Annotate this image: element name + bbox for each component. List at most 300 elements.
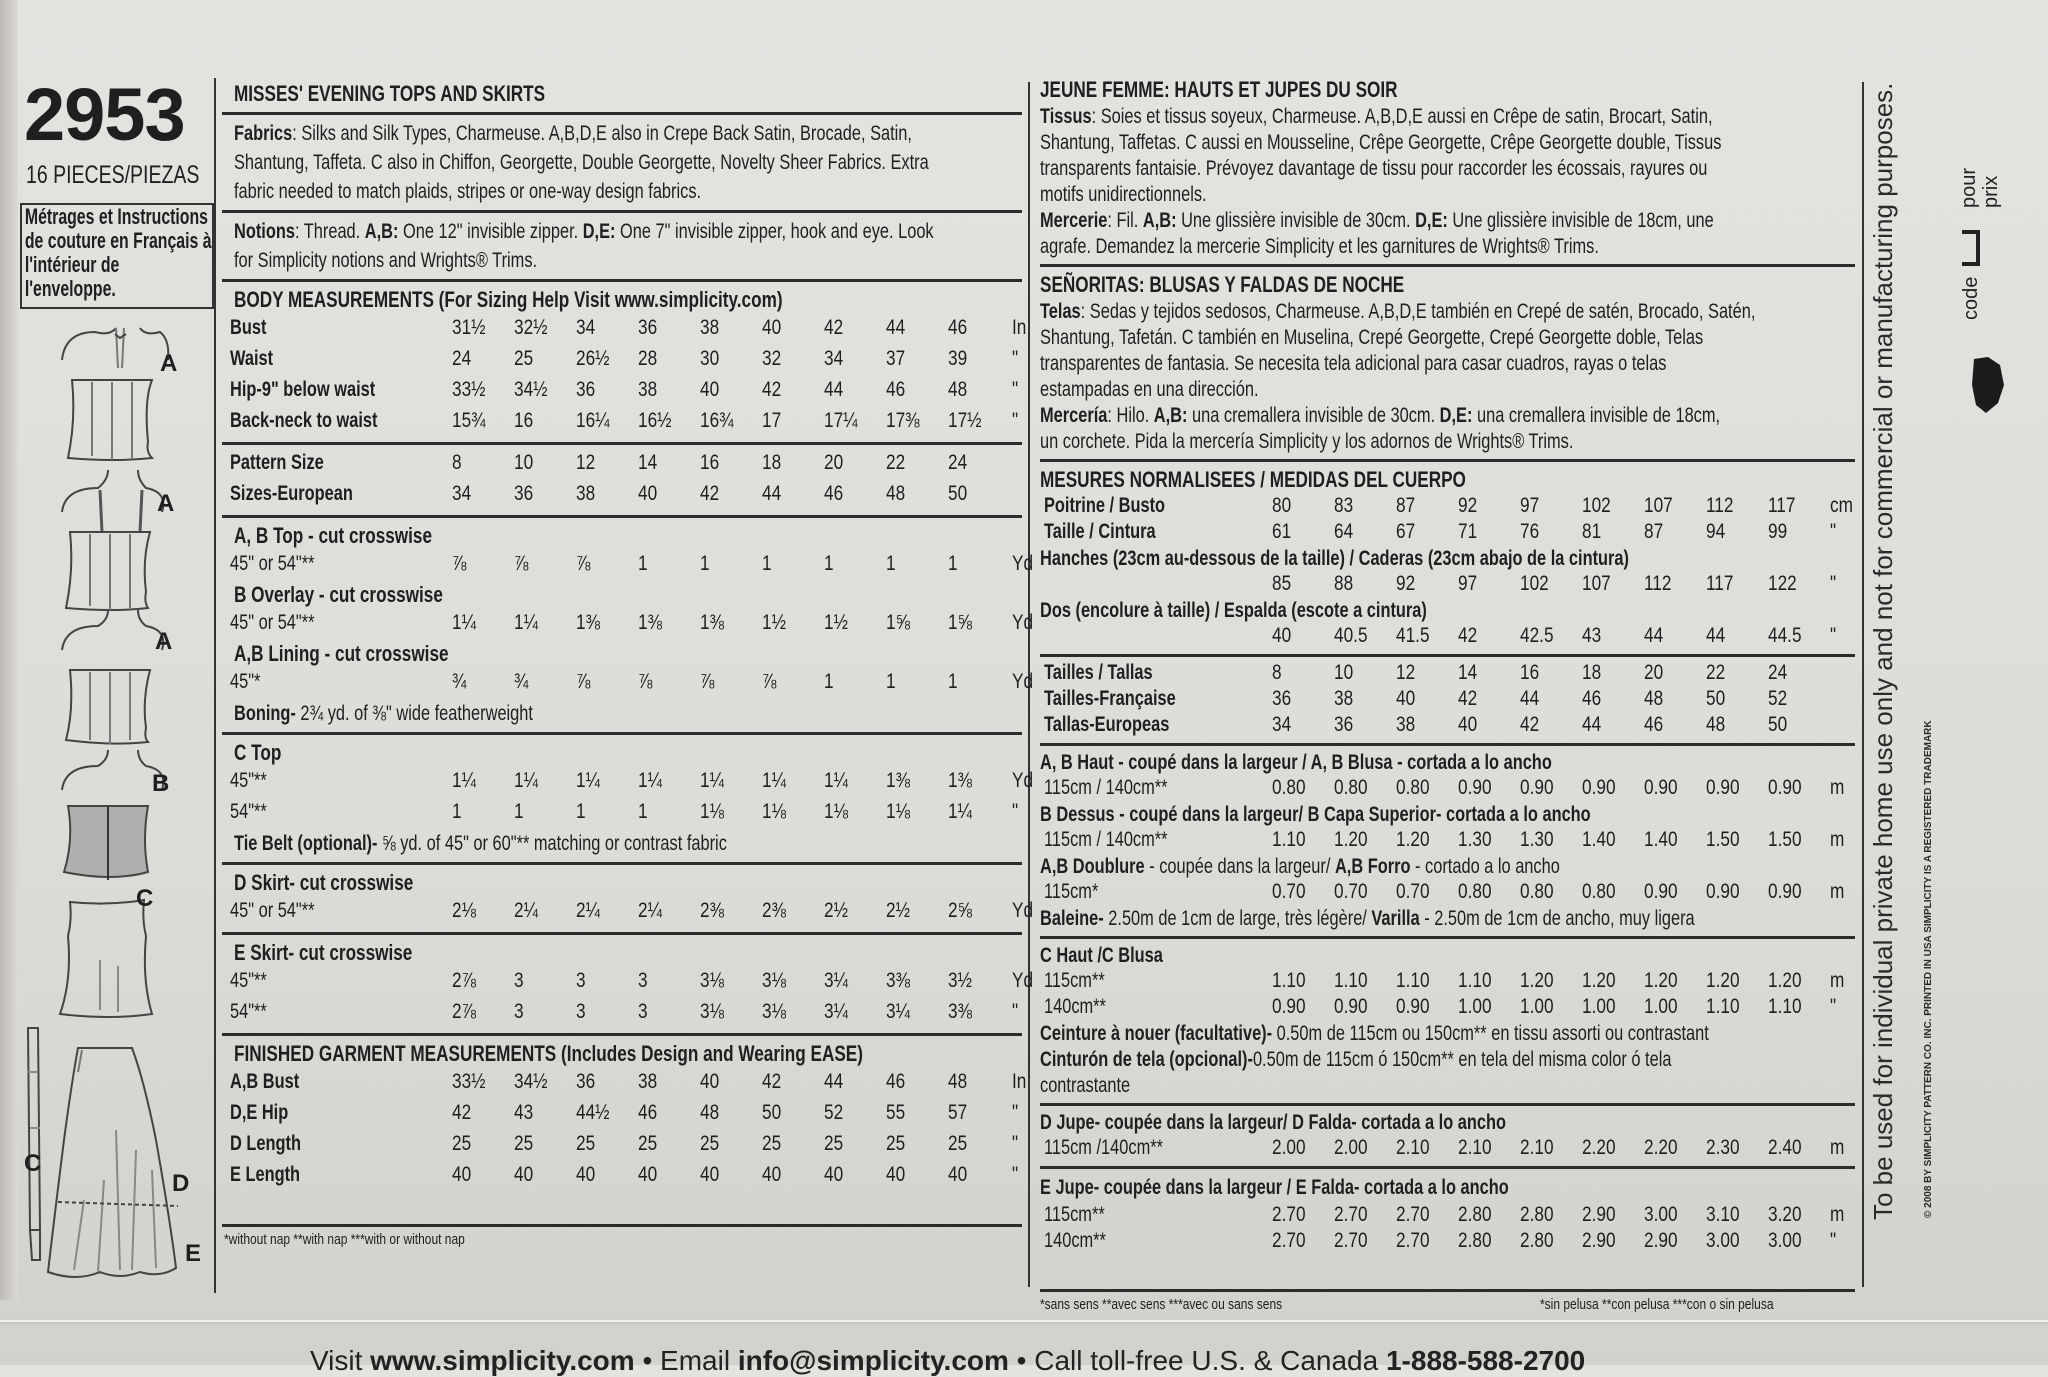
size-value: 2.90: [1582, 1229, 1616, 1252]
size-value: 44: [886, 316, 906, 339]
size-value: 102: [1582, 494, 1611, 517]
size-value: 34½: [514, 378, 548, 401]
size-value: 28: [638, 347, 658, 370]
size-value: 10: [1334, 661, 1354, 684]
divider: [1040, 1103, 1855, 1106]
size-value: 25: [452, 1132, 472, 1155]
size-value: 1: [452, 800, 462, 823]
notice-line: de couture en Français à: [24, 228, 212, 253]
unit-label: In: [1012, 1070, 1027, 1093]
size-value: 0.80: [1396, 776, 1430, 799]
size-value: 1⅛: [824, 800, 848, 823]
ab-doublure-metrage: [1040, 880, 1855, 906]
pattern-number: 2953: [24, 73, 185, 156]
size-value: 40: [1272, 624, 1292, 647]
size-value: 0.90: [1458, 776, 1492, 799]
size-value: 2⅜: [762, 899, 786, 922]
taille-row: [1040, 520, 1855, 546]
notions-text: One 7" invisible zipper, hook and eye. Look: [615, 220, 934, 243]
size-value: 1: [700, 552, 710, 575]
measurement-row: [1040, 969, 1855, 995]
sketch-view-a-halter: [62, 328, 168, 460]
fabrics-block: [222, 119, 1022, 206]
size-value: 48: [886, 482, 906, 505]
size-value: 1.20: [1582, 969, 1616, 992]
size-value: 0.80: [1334, 776, 1368, 799]
body-measurements-table: [222, 314, 1027, 438]
size-value: 1.20: [1334, 828, 1368, 851]
unit-label: Yd: [1012, 769, 1034, 792]
row-label: 45"*: [230, 670, 261, 693]
price-code-label: code: [1960, 276, 1982, 320]
telas-label: Telas: [1040, 300, 1081, 323]
measurement-row: [1040, 1136, 1855, 1162]
row-label: 115cm / 140cm**: [1044, 776, 1168, 799]
row-label: 54"**: [230, 1000, 267, 1023]
unit-label: m: [1830, 969, 1845, 992]
size-value: 34½: [514, 1070, 548, 1093]
nap-footnote-es: *sin pelusa **con pelusa ***con o sin pelusa: [1540, 1296, 1774, 1313]
telas-line: [1040, 299, 1756, 325]
row-label: 140cm**: [1044, 1229, 1106, 1252]
e-jupe-title: E Jupe- coupée dans la largeur / E Falda- cortada a lo ancho: [1040, 1176, 1509, 1199]
ceinture-label: Ceinture à nouer (facultative)-: [1040, 1022, 1273, 1045]
size-value: 1: [824, 670, 834, 693]
size-value: ⅞: [514, 552, 529, 575]
row-label: Poitrine / Busto: [1044, 494, 1166, 517]
size-value: 3.20: [1768, 1203, 1802, 1226]
unit-label: ": [1830, 624, 1837, 647]
unit-label: Yd: [1012, 552, 1034, 575]
size-value: 1½: [824, 611, 848, 634]
size-value: 42: [452, 1101, 472, 1124]
measurement-row: [222, 314, 1027, 345]
measurement-row: [1040, 776, 1855, 802]
size-value: 44: [824, 1070, 844, 1093]
size-value: 20: [1644, 661, 1664, 684]
unit-label: m: [1830, 880, 1845, 903]
size-value: 39: [948, 347, 968, 370]
size-value: 122: [1768, 572, 1797, 595]
size-value: 2.40: [1768, 1136, 1802, 1159]
size-value: 8: [452, 451, 462, 474]
size-value: 44: [824, 378, 844, 401]
size-value: 40.5: [1334, 624, 1368, 647]
measurement-row: [222, 480, 1022, 511]
measurement-row: [1040, 1229, 1855, 1255]
size-value: ⅞: [762, 670, 777, 693]
size-value: 40: [700, 1070, 720, 1093]
email-link[interactable]: info@simplicity.com: [737, 1345, 1009, 1376]
website-link[interactable]: www.simplicity.com: [370, 1345, 635, 1376]
size-value: 12: [1396, 661, 1416, 684]
measurement-row: [222, 1130, 1022, 1161]
d-jupe-title: D Jupe- coupée dans la largeur/ D Falda- cortada a lo ancho: [1040, 1111, 1507, 1134]
divider: [222, 442, 1022, 445]
row-label: 45" or 54"**: [230, 611, 315, 634]
size-value: 67: [1396, 520, 1416, 543]
size-value: 3⅛: [700, 969, 724, 992]
measurement-row: [1040, 687, 1855, 713]
measurement-row: [1040, 520, 1855, 546]
cinturon-note: [1040, 1047, 1676, 1073]
size-value: 0.90: [1272, 995, 1306, 1018]
size-value: 2⅜: [700, 899, 724, 922]
size-value: 17⅜: [886, 409, 920, 432]
size-value: 64: [1334, 520, 1354, 543]
size-value: 0.70: [1396, 880, 1430, 903]
unit-label: Yd: [1012, 969, 1034, 992]
size-value: 117: [1706, 572, 1734, 595]
size-value: 40: [824, 1163, 844, 1186]
divider: [1040, 654, 1855, 657]
row-label: Taille / Cintura: [1044, 520, 1156, 543]
size-value: 43: [1582, 624, 1602, 647]
unit-label: Yd: [1012, 899, 1034, 922]
size-value: 99: [1768, 520, 1788, 543]
size-value: 1¼: [452, 769, 476, 792]
size-value: 94: [1706, 520, 1726, 543]
size-value: 38: [576, 482, 596, 505]
size-value: 36: [638, 316, 658, 339]
size-value: 2⅞: [452, 969, 476, 992]
view-label-a: A: [155, 628, 173, 655]
size-value: 2.70: [1396, 1203, 1430, 1226]
size-value: 1⅝: [886, 611, 910, 634]
measurement-row: [222, 1068, 1027, 1099]
size-value: 42.5: [1520, 624, 1554, 647]
row-label: 115cm**: [1044, 1203, 1105, 1226]
size-value: 40: [700, 1163, 720, 1186]
view-label-d: D: [172, 1170, 190, 1197]
mercerie-label: Mercerie: [1040, 209, 1108, 232]
size-value: 1⅛: [700, 800, 724, 823]
visit-text: Visit: [310, 1345, 371, 1376]
mercerie-line: agrafe. Demandez la mercerie Simplicity et les garnitures de Wrights® Trims.: [1040, 235, 1599, 258]
nap-footnote: *without nap **with nap ***with or without nap: [224, 1231, 465, 1248]
boning-note: [234, 699, 849, 728]
size-value: 40: [514, 1163, 534, 1186]
measurement-row: [222, 897, 1034, 928]
size-value: 2.10: [1396, 1136, 1430, 1159]
tissus-text: : Soies et tissus soyeux, Charmeuse. A,B,D,E aussi en Crêpe de satin, Brocart, Satin,: [1091, 105, 1713, 128]
call-text: • Call toll-free U.S. & Canada: [1008, 1345, 1386, 1376]
size-value: 18: [1582, 661, 1602, 684]
size-value: 46: [824, 482, 844, 505]
size-value: 32: [762, 347, 782, 370]
size-value: 44½: [576, 1101, 610, 1124]
size-value: ⅞: [638, 670, 653, 693]
divider: [1040, 1289, 1855, 1292]
size-value: 25: [514, 1132, 534, 1155]
size-value: 1: [762, 552, 772, 575]
size-value: 1: [638, 552, 648, 575]
baleine-text: 2.50m de 1cm de large, très légère/: [1103, 907, 1372, 930]
size-value: 3¼: [824, 1000, 848, 1023]
size-value: 1¼: [824, 769, 848, 792]
size-value: 25: [700, 1132, 720, 1155]
size-value: 88: [1334, 572, 1354, 595]
size-value: 1: [514, 800, 524, 823]
size-value: 48: [948, 378, 968, 401]
size-value: 0.80: [1582, 880, 1616, 903]
sketch-view-a-plain: [62, 610, 163, 744]
hanches-row: [1040, 572, 1855, 598]
row-label: 140cm**: [1044, 995, 1106, 1018]
measurement-row: [1040, 1203, 1855, 1229]
size-value: 46: [1644, 713, 1664, 736]
unit-label: ": [1012, 1101, 1019, 1124]
size-value: 1¼: [762, 769, 786, 792]
ab-top-title: A, B Top - cut crosswise: [234, 523, 433, 548]
size-value: 1.30: [1458, 828, 1492, 851]
size-value: 36: [514, 482, 534, 505]
size-value: 0.90: [1396, 995, 1430, 1018]
size-value: 14: [638, 451, 658, 474]
size-value: 34: [576, 316, 596, 339]
size-value: 43: [514, 1101, 534, 1124]
size-value: 2.20: [1644, 1136, 1678, 1159]
size-value: 107: [1644, 494, 1673, 517]
size-value: 3⅛: [700, 1000, 724, 1023]
size-value: 36: [1334, 713, 1354, 736]
size-value: 3.00: [1706, 1229, 1740, 1252]
copyright-line: © 2008 BY SIMPLICITY PATTERN CO. INC. PRINTED IN USA SIMPLICITY IS A REGISTERED TRADEMARK: [1923, 720, 1934, 1218]
size-value: 16: [700, 451, 720, 474]
size-value: 46: [886, 1070, 906, 1093]
row-label: A,B Bust: [230, 1070, 300, 1093]
view-label-c-belt: C: [24, 1150, 42, 1177]
divider: [1040, 1166, 1855, 1169]
merceria-view-de: D,E:: [1439, 404, 1473, 427]
measurement-row: [1040, 995, 1855, 1021]
unit-label: ": [1012, 409, 1019, 432]
size-value: 112: [1644, 572, 1672, 595]
footnotes-row: [1040, 1296, 1855, 1316]
size-value: 0.80: [1520, 880, 1554, 903]
size-value: 2.00: [1334, 1136, 1368, 1159]
mercerie-view-de: D,E:: [1415, 209, 1448, 232]
size-value: 42: [762, 1070, 782, 1093]
tissus-line: Shantung, Taffetas. C aussi en Mousseline, Crêpe Georgette, Crêpe Georgette double, Tissus: [1040, 131, 1722, 154]
unit-label: ": [1830, 520, 1837, 543]
merceria-line: [1040, 403, 1721, 429]
row-label: Sizes-European: [230, 482, 353, 505]
cinturon-label: Cinturón de tela (opcional)-: [1040, 1048, 1253, 1071]
size-value: 26½: [576, 347, 610, 370]
row-label: Tallas-Europeas: [1044, 713, 1170, 736]
size-value: 40: [1396, 687, 1416, 710]
size-value: 0.90: [1644, 776, 1678, 799]
size-value: 25: [762, 1132, 782, 1155]
size-value: 36: [576, 378, 596, 401]
dos-row: [1040, 624, 1855, 650]
finished-measurements-title: FINISHED GARMENT MEASUREMENTS (Includes Design and Wearing EASE): [234, 1041, 863, 1066]
size-value: 24: [452, 347, 472, 370]
size-value: 1⅛: [762, 800, 786, 823]
prix-text: prix: [1980, 175, 2002, 208]
price-pour-label: [1958, 168, 2002, 208]
size-value: 22: [1706, 661, 1726, 684]
size-value: 2.70: [1334, 1229, 1368, 1252]
notice-line: Métrages et Instructions: [24, 204, 208, 229]
size-value: 1.40: [1582, 828, 1616, 851]
size-value: 1.10: [1272, 828, 1306, 851]
size-value: 1.10: [1334, 969, 1368, 992]
size-value: 42: [1458, 687, 1478, 710]
tissus-line: transparents fantaisie. Prévoyez davantage de tissu pour raccorder les écossais, rayures ou: [1040, 157, 1708, 180]
size-value: 42: [1520, 713, 1540, 736]
size-value: 1.50: [1768, 828, 1802, 851]
size-value: 0.90: [1334, 995, 1368, 1018]
forro-label: A,B Forro: [1334, 855, 1411, 878]
size-value: 34: [452, 482, 472, 505]
c-haut-metrage: [1040, 969, 1855, 1021]
size-value: 97: [1458, 572, 1478, 595]
divider: [222, 515, 1022, 518]
measurement-row: [1040, 624, 1855, 650]
size-value: 1.10: [1706, 995, 1740, 1018]
size-value: 33½: [452, 378, 486, 401]
boning-text: 2¾ yd. of ⅜" wide featherweight: [295, 702, 533, 725]
b-dessus-title: B Dessus - coupé dans la largeur/ B Capa Superior- cortada a lo ancho: [1040, 803, 1591, 826]
size-value: 46: [948, 316, 968, 339]
ab-doublure-title: [1040, 854, 1676, 880]
ab-lining-yardage: [222, 668, 1034, 699]
measurement-row: [222, 550, 1034, 581]
notions-view-ab: A,B:: [364, 220, 399, 243]
sketch-view-c-top: [60, 900, 152, 1017]
cinturon-text: 0.50m de 115cm ó 150cm** en tela del misma color ó tela: [1252, 1048, 1672, 1071]
size-value: 3⅛: [762, 969, 786, 992]
size-value: 2¼: [514, 899, 538, 922]
pattern-sizes-table: [222, 449, 1022, 511]
mercerie-line: [1040, 208, 1714, 234]
size-value: 2.20: [1582, 1136, 1616, 1159]
envelope-edge: [0, 0, 18, 1300]
french-instructions-notice: [20, 203, 214, 309]
size-value: 25: [824, 1132, 844, 1155]
size-value: 52: [1768, 687, 1788, 710]
size-value: 52: [824, 1101, 844, 1124]
price-code-mark: [1962, 230, 1980, 266]
unit-label: cm: [1830, 494, 1853, 517]
torn-tab-icon: [1970, 355, 2010, 415]
size-value: 1: [886, 670, 896, 693]
size-value: 40: [762, 1163, 782, 1186]
tie-belt-note: [234, 829, 849, 858]
size-value: 87: [1396, 494, 1416, 517]
size-value: 1.20: [1396, 828, 1430, 851]
size-value: 1.20: [1706, 969, 1740, 992]
row-label: 115cm /140cm**: [1044, 1136, 1163, 1159]
size-value: 1.10: [1396, 969, 1430, 992]
size-value: 25: [948, 1132, 968, 1155]
size-value: 2.80: [1458, 1229, 1492, 1252]
merceria-label: Mercería: [1040, 404, 1108, 427]
size-value: 83: [1334, 494, 1354, 517]
e-jupe-metrage: [1040, 1203, 1855, 1255]
size-value: 1.50: [1706, 828, 1740, 851]
size-value: 3.10: [1706, 1203, 1740, 1226]
tissus-line: motifs unidirectionnels.: [1040, 183, 1207, 206]
row-label: 54"**: [230, 800, 267, 823]
size-value: 40: [762, 316, 782, 339]
size-value: 1: [948, 552, 958, 575]
size-value: 0.90: [1706, 776, 1740, 799]
view-label-c: C: [136, 885, 154, 912]
size-value: 1: [886, 552, 896, 575]
c-haut-title: C Haut /C Blusa: [1040, 944, 1163, 967]
tissus-line: [1040, 104, 1713, 130]
size-value: 50: [1768, 713, 1788, 736]
measurement-row: [222, 998, 1022, 1029]
size-value: 92: [1458, 494, 1478, 517]
cinturon-note: contrastante: [1040, 1074, 1131, 1097]
size-value: 3¼: [824, 969, 848, 992]
unit-label: m: [1830, 1136, 1845, 1159]
size-value: 37: [886, 347, 906, 370]
tailles-table: [1040, 661, 1855, 739]
row-label: 115cm / 140cm**: [1044, 828, 1168, 851]
size-value: 71: [1458, 520, 1478, 543]
size-value: 1: [824, 552, 834, 575]
size-value: 1.10: [1272, 969, 1306, 992]
size-value: 0.70: [1272, 880, 1306, 903]
size-value: 1⅜: [638, 611, 662, 634]
sketch-skirt-d-e: [48, 1048, 178, 1277]
baleine-note: [1040, 906, 1695, 932]
english-section: [222, 80, 1034, 1248]
size-value: 34: [1272, 713, 1292, 736]
size-value: 36: [576, 1070, 596, 1093]
size-value: 0.90: [1706, 880, 1740, 903]
size-value: 1: [576, 800, 586, 823]
size-value: 3⅜: [948, 1000, 972, 1023]
size-value: 97: [1520, 494, 1540, 517]
size-value: 3: [514, 1000, 524, 1023]
row-label: Hip-9" below waist: [230, 378, 376, 401]
size-value: 1.20: [1520, 969, 1554, 992]
unit-label: ": [1012, 347, 1019, 370]
size-value: 14: [1458, 661, 1478, 684]
size-value: 2½: [824, 899, 848, 922]
divider: [222, 279, 1022, 282]
garment-sketches: [20, 320, 210, 1280]
size-value: 40: [452, 1163, 472, 1186]
divider: [1040, 743, 1855, 746]
size-value: 0.90: [1520, 776, 1554, 799]
usage-notice: To be used for individual private home use only and not for commercial or manufacturing purposes.: [1868, 82, 1898, 1220]
divider: [222, 732, 1022, 735]
ceinture-note: [1040, 1021, 1709, 1047]
size-value: 48: [948, 1070, 968, 1093]
body-measurements-title: BODY MEASUREMENTS (For Sizing Help Visit www.simplicity.com): [234, 287, 783, 312]
unit-label: m: [1830, 828, 1845, 851]
size-value: 1.00: [1644, 995, 1678, 1018]
french-title: JEUNE FEMME: HAUTS ET JUPES DU SOIR: [1040, 77, 1398, 102]
size-value: 16¼: [576, 409, 610, 432]
boning-label: Boning-: [234, 702, 296, 725]
doublure-text: - coupée dans la largeur/: [1144, 855, 1335, 878]
size-value: 33½: [452, 1070, 486, 1093]
row-label: 45" or 54"**: [230, 552, 315, 575]
size-value: 3: [638, 1000, 648, 1023]
b-dessus-metrage: [1040, 828, 1855, 854]
divider: [222, 112, 1022, 115]
english-title: MISSES' EVENING TOPS AND SKIRTS: [234, 81, 546, 106]
size-value: 2.80: [1458, 1203, 1492, 1226]
